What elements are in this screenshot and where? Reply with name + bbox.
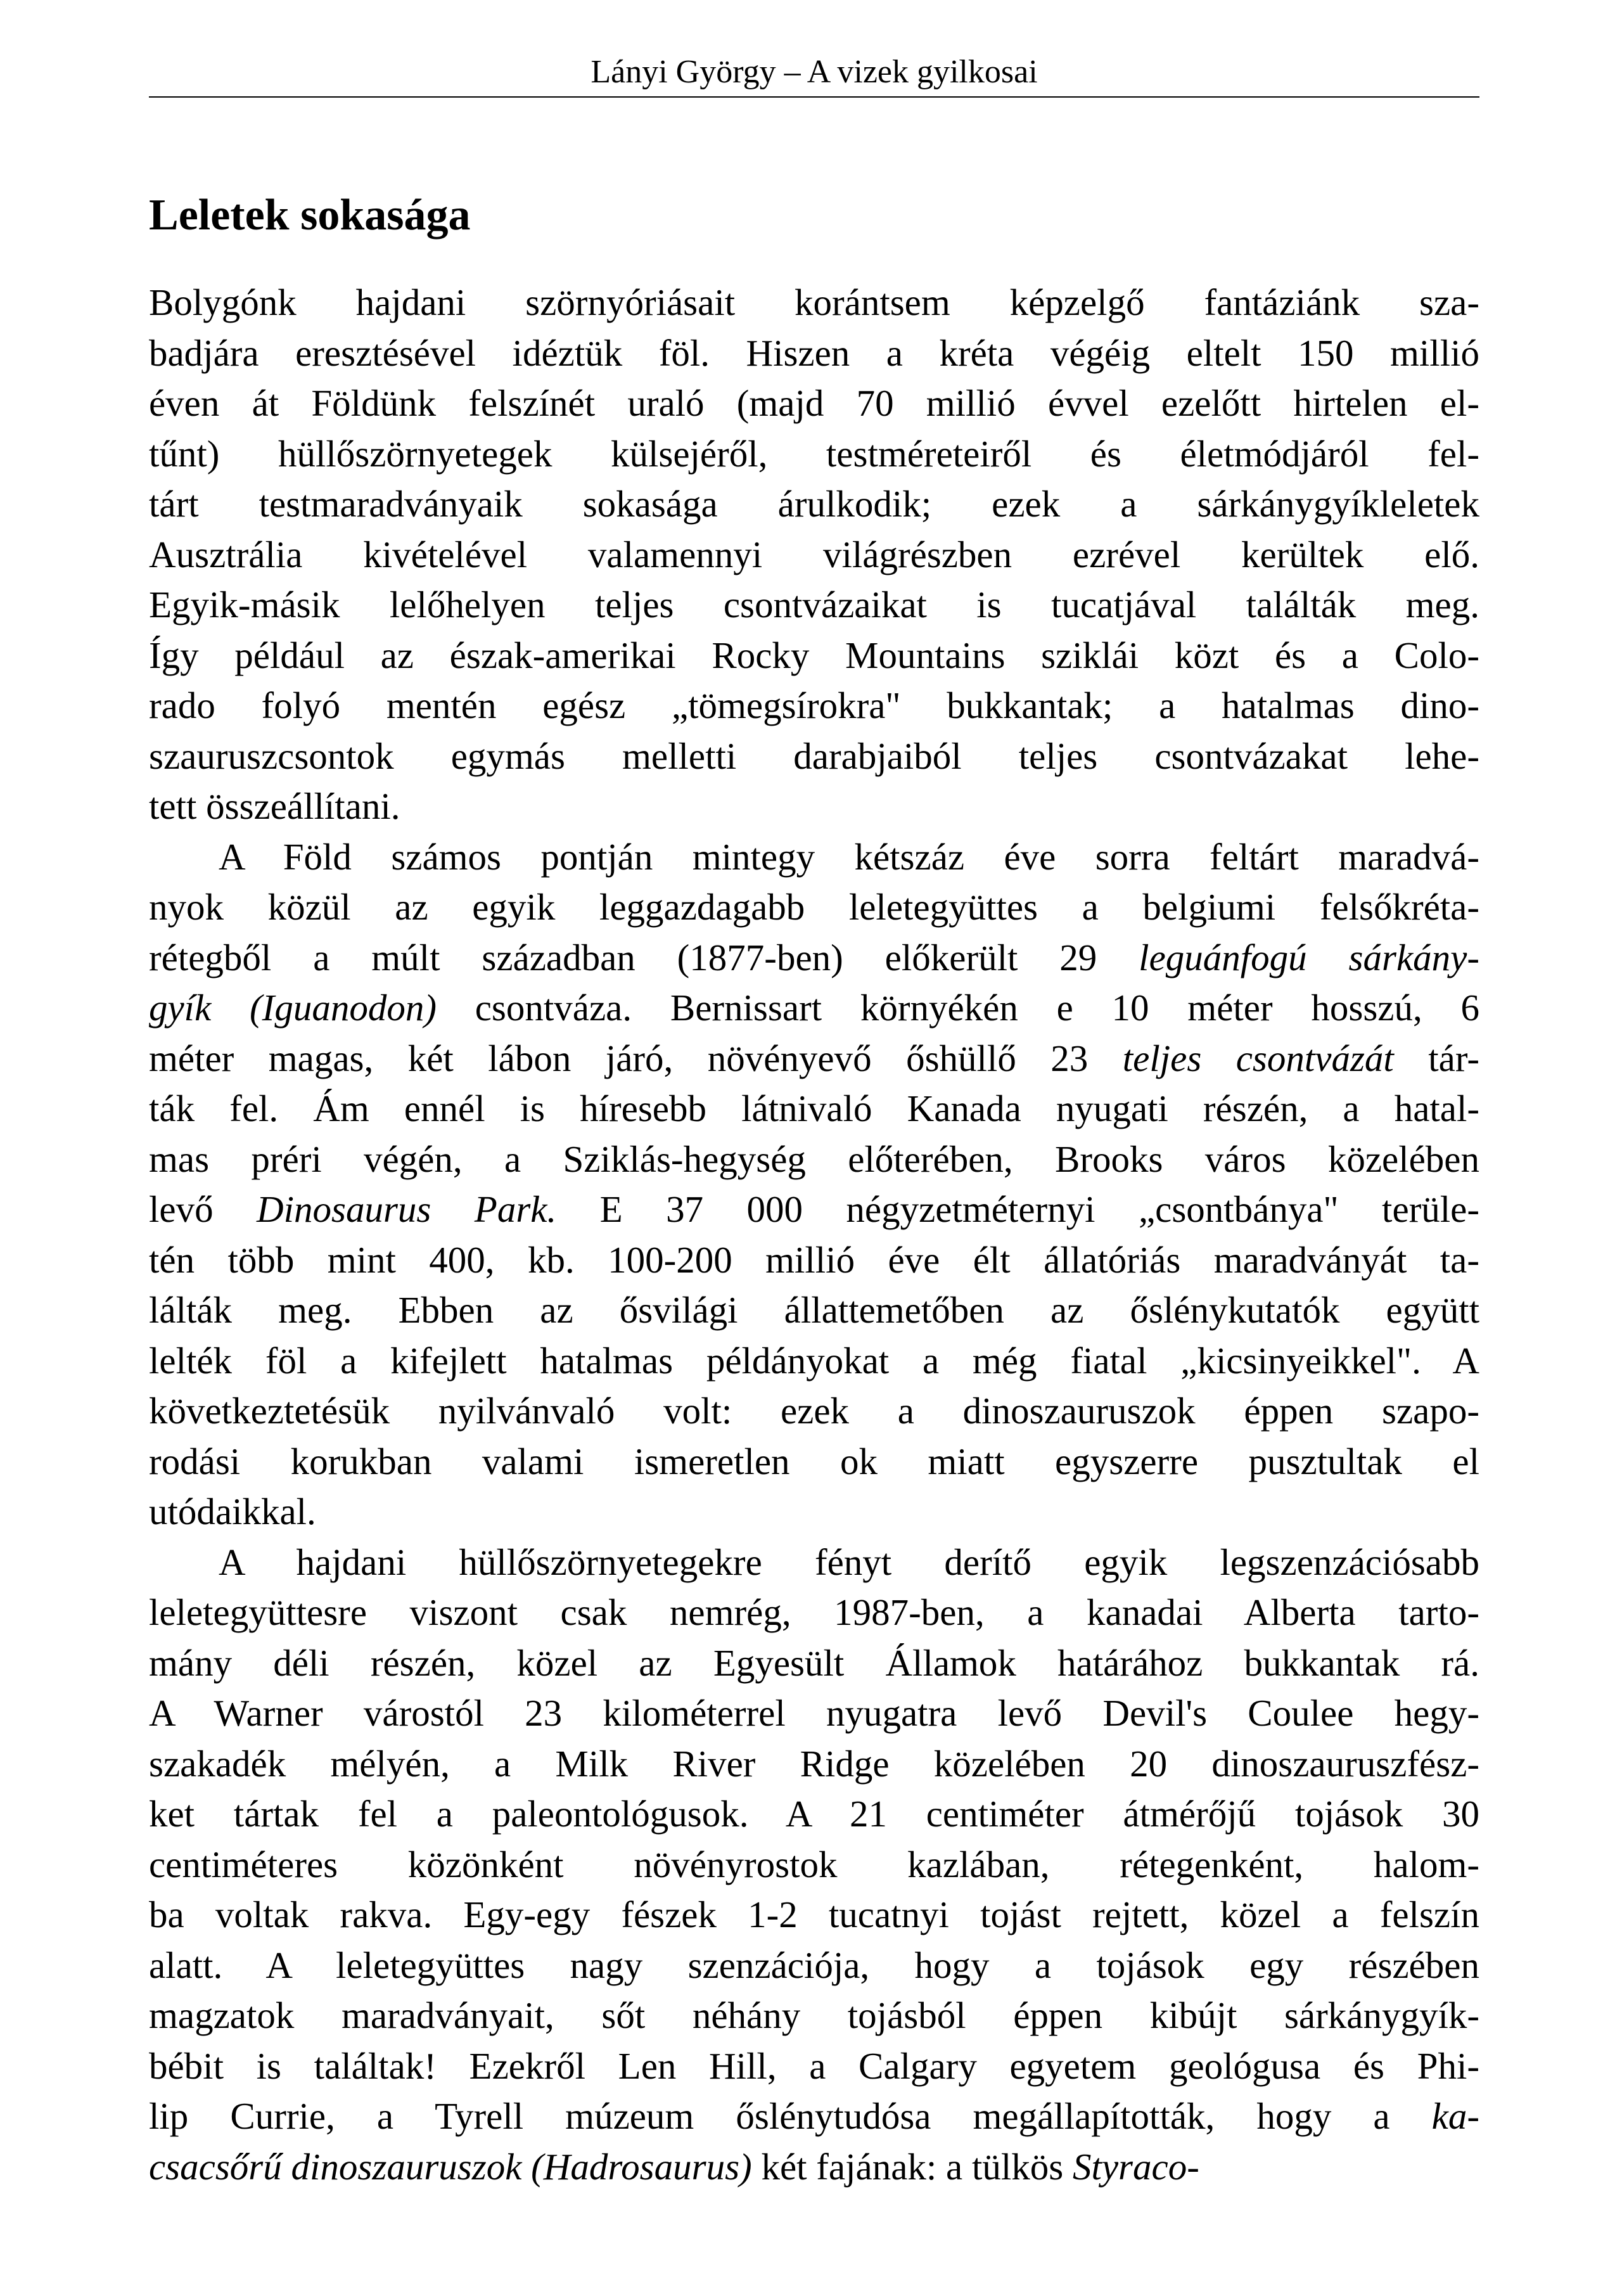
text-run: következtetésük nyilvánvaló volt: ezek a dinoszauruszok éppen szapo-	[149, 1390, 1479, 1432]
italic-text: leguánfogú sárkány-	[1139, 936, 1479, 978]
text-line	[149, 1739, 1479, 1790]
text-run: tár-	[1393, 1037, 1479, 1079]
italic-text: Styraco-	[1072, 2145, 1199, 2188]
text-run: mas préri végén, a Sziklás-hegység előterében, Brooks város közelében	[149, 1138, 1479, 1180]
text-run: lálták meg. Ebben az ősvilági állattemetőben az őslénykutatók együtt	[149, 1289, 1479, 1331]
text-line	[149, 1789, 1479, 1840]
text-line	[149, 1638, 1479, 1689]
text-line	[149, 1084, 1479, 1134]
text-line	[149, 2041, 1479, 2092]
text-run: éven át Földünk felszínét uraló (majd 70 millió évvel ezelőtt hirtelen el-	[149, 382, 1479, 424]
text-line	[149, 580, 1479, 631]
text-run: ták fel. Ám ennél is híresebb látnivaló Kanada nyugati részén, a hatal-	[149, 1087, 1479, 1129]
text-line	[149, 1688, 1479, 1739]
text-line	[149, 1184, 1479, 1235]
text-line	[149, 1134, 1479, 1185]
italic-text: Dinosaurus Park.	[257, 1188, 557, 1230]
text-run: centiméteres közönként növényrostok kazlában, rétegenként, halom-	[149, 1843, 1479, 1885]
text-run: méter magas, két lábon járó, növényevő őshüllő 23	[149, 1037, 1123, 1079]
text-run: Ausztrália kivételével valamennyi világrészben ezrével kerültek elő.	[149, 533, 1479, 575]
body-text	[149, 278, 1479, 2192]
text-run: szauruszcsontok egymás melletti darabjaiból teljes csontvázakat lehe-	[149, 734, 1479, 777]
text-line	[149, 479, 1479, 530]
text-line	[149, 378, 1479, 429]
paragraph	[149, 1537, 1479, 2193]
text-line	[149, 1235, 1479, 1286]
text-run: tett összeállítani.	[149, 785, 400, 827]
text-run: E 37 000 négyzetméternyi „csontbánya" terüle-	[556, 1188, 1479, 1230]
text-line	[149, 1034, 1479, 1084]
text-line	[149, 983, 1479, 1034]
text-run: lelték föl a kifejlett hatalmas példányokat a még fiatal „kicsinyeikkel". A	[149, 1339, 1479, 1382]
text-run: tén több mint 400, kb. 100-200 millió éve élt állatóriás maradványát ta-	[149, 1238, 1479, 1281]
text-run: leletegyüttesre viszont csak nemrég, 1987-ben, a kanadai Alberta tarto-	[149, 1591, 1479, 1633]
text-line	[149, 631, 1479, 681]
text-run: Bolygónk hajdani szörnyóriásait korántsem képzelgő fantáziánk sza-	[149, 281, 1479, 323]
section-title: Leletek sokasága	[149, 191, 471, 240]
text-run: mány déli részén, közel az Egyesült Államok határához bukkantak rá.	[149, 1641, 1479, 1684]
text-line	[149, 1890, 1479, 1940]
text-line	[149, 1587, 1479, 1638]
italic-text: ka-	[1431, 2095, 1479, 2137]
text-run: utódaikkal.	[149, 1491, 316, 1532]
text-line	[149, 328, 1479, 379]
text-run: rodási korukban valami ismeretlen ok miatt egyszerre pusztultak el	[149, 1440, 1479, 1482]
text-run: tárt testmaradványaik sokasága árulkodik; ezek a sárkánygyíkleletek	[149, 483, 1479, 525]
text-run: Egyik-másik lelőhelyen teljes csontvázaikat is tucatjával találták meg.	[149, 584, 1479, 625]
text-run: A Föld számos pontján mintegy kétszáz éve sorra feltárt maradvá-	[219, 835, 1479, 878]
text-line	[149, 1285, 1479, 1336]
text-line	[149, 2142, 1479, 2193]
text-run: nyok közül az egyik leggazdagabb leletegyüttes a belgiumi felsőkréta-	[149, 886, 1479, 928]
italic-text: gyík (Iguanodon)	[149, 987, 437, 1029]
text-run: csontváza. Bernissart környékén e 10 méter hosszú, 6	[436, 987, 1479, 1029]
text-line	[149, 1940, 1479, 1991]
text-line	[149, 1991, 1479, 2041]
text-run: badjára eresztésével idéztük föl. Hiszen a kréta végéig eltelt 150 millió	[149, 331, 1479, 374]
text-line	[149, 2091, 1479, 2142]
text-line	[149, 1386, 1479, 1437]
text-run: A hajdani hüllőszörnyetegekre fényt derítő egyik legszenzációsabb	[219, 1541, 1479, 1583]
text-line	[149, 530, 1479, 580]
text-run: rado folyó mentén egész „tömegsírokra" bukkantak; a hatalmas dino-	[149, 684, 1479, 726]
text-run: A Warner várostól 23 kilométerrel nyugatra levő Devil's Coulee hegy-	[149, 1692, 1479, 1734]
text-run: lip Currie, a Tyrell múzeum őslénytudósa megállapították, hogy a	[149, 2095, 1432, 2137]
text-run: tűnt) hüllőszörnyetegek külsejéről, testméreteiről és életmódjáról fel-	[149, 432, 1479, 475]
text-run: levő	[149, 1188, 257, 1230]
text-run: ba voltak rakva. Egy-egy fészek 1-2 tucatnyi tojást rejtett, közel a felszín	[149, 1894, 1479, 1935]
text-line	[149, 882, 1479, 933]
header-rule	[149, 96, 1479, 98]
text-line	[149, 832, 1479, 883]
text-run: bébit is találtak! Ezekről Len Hill, a Calgary egyetem geológusa és Phi-	[149, 2044, 1479, 2087]
text-line	[149, 1840, 1479, 1890]
text-line	[149, 781, 1479, 832]
text-run: alatt. A leletegyüttes nagy szenzációja, hogy a tojások egy részében	[149, 1944, 1479, 1986]
text-line	[149, 933, 1479, 984]
text-line	[149, 1336, 1479, 1387]
text-line	[149, 731, 1479, 782]
paragraph	[149, 278, 1479, 832]
text-line	[149, 1537, 1479, 1588]
text-run: két fajának: a tülkös	[751, 2145, 1073, 2188]
text-run: Így például az észak-amerikai Rocky Mountains sziklái közt és a Colo-	[149, 634, 1479, 676]
text-line	[149, 429, 1479, 480]
text-line	[149, 681, 1479, 731]
text-line	[149, 1437, 1479, 1487]
italic-text: csacsőrű dinoszauruszok (Hadrosaurus)	[149, 2145, 752, 2188]
text-run: magzatok maradványait, sőt néhány tojásból éppen kibújt sárkánygyík-	[149, 1994, 1479, 2036]
text-run: szakadék mélyén, a Milk River Ridge közelében 20 dinoszauruszfész-	[149, 1742, 1479, 1785]
running-header: Lányi György – A vizek gyilkosai	[591, 54, 1038, 90]
paragraph	[149, 832, 1479, 1537]
text-run: rétegből a múlt században (1877-ben) előkerült 29	[149, 936, 1139, 978]
italic-text: teljes csontvázát	[1122, 1037, 1394, 1079]
text-line	[149, 278, 1479, 328]
text-run: ket tártak fel a paleontológusok. A 21 centiméter átmérőjű tojások 30	[149, 1793, 1479, 1835]
text-line	[149, 1487, 1479, 1537]
